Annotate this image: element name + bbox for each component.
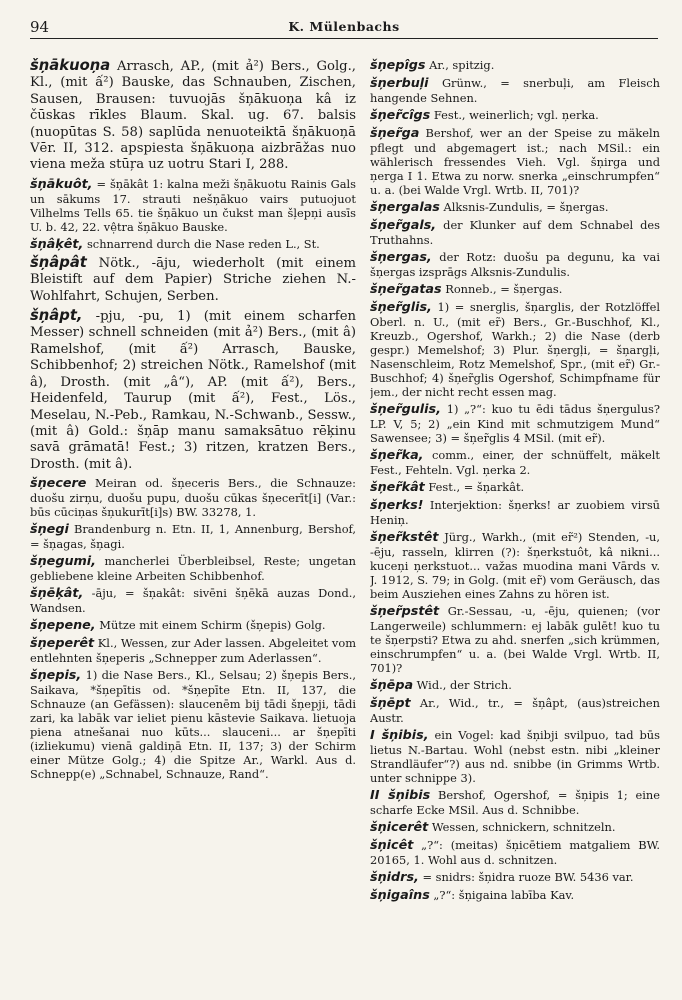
dictionary-entry — [370, 282, 660, 297]
entry-text: Fest., = šņarkât. — [424, 480, 525, 494]
dictionary-entry — [30, 554, 356, 583]
headword: šņidrs, — [370, 870, 419, 885]
entry-text: = snidrs: šņidra ruoze BW. 5436 var. — [418, 870, 634, 884]
dictionary-entry — [370, 402, 660, 445]
headword: šņer̃ka, — [370, 448, 424, 463]
headword: šņer̃ga — [370, 126, 420, 141]
entry-text: „?“: (meitas) šņicētiem matgaliem BW. 20165, 1. Wohl aus d. schnitzen. — [370, 838, 660, 867]
entry-text: Gr.-Sessau, -u, -ēju, quienen; (vor Langerweile) schlummern: ej labāk gulēt! kuo tu te šņerpsti? Etwa zu ahd. snerfen „sich krümmen, einschrumpfen“ u. a. (bei Walde Vrgl. Wrtb. II, 701)? — [370, 604, 660, 675]
headword: šņēpa — [370, 678, 414, 693]
entry-text: Ar., spitzig. — [425, 58, 495, 72]
headword: šņer̃kstêt — [370, 530, 439, 545]
headword: šņēķât, — [30, 586, 84, 602]
entry-text: Mütze mit einem Schirm (šņepis) Golg. — [95, 618, 326, 633]
dictionary-entry — [370, 870, 660, 885]
dictionary-entry — [30, 522, 356, 551]
dictionary-entry — [370, 788, 660, 817]
headword: šņerks! — [370, 498, 424, 513]
headword: II šņibis — [370, 788, 431, 803]
entry-text: Alksnis-Zundulis, = šņergas. — [439, 200, 609, 214]
headword: šņâķêt, — [30, 236, 84, 252]
right-column — [370, 58, 660, 992]
entry-text: Jürg., Warkh., (mit er̃²) Stenden, -u, -ēju, rasseln, klirren (?): šņerkstuôt, kâ nikni... kuceņi ņerkstuot... važas muodina mani Vārds v. J. 1912, S. 79; in Golg. (mit er̃) vom Geräusch, das beim Ausziehen eines Zahns zu hören ist. — [370, 530, 660, 601]
entry-text: Arrasch, AP., (mit ả²) Bers., Golg., Kl., (mit ấ²) Bauske, das Schnauben, Zischen, Sausen, Brausen: tuvuojās šņākuoņa kâ iz čūskas rīkles Blaum. Skal. ug. 67. balsis (nuopūtas S. 58) saplūda nenuoteiktā šņākuoņā Vēr. II, 312. apspiesta šņākuoņa aizbrāžas nuo viena meža stūŗa uz uotru Stari I, 288. — [30, 59, 356, 173]
entry-text: Fest., weinerlich; vgl. ņerka. — [430, 108, 599, 122]
dictionary-entry — [30, 636, 356, 665]
headword: šņepene, — [30, 618, 96, 634]
headword: šņer̃glis, — [370, 300, 432, 315]
dictionary-entry — [30, 177, 356, 234]
headword: šņer̃pstêt — [370, 604, 440, 619]
dictionary-entry — [370, 696, 660, 725]
headword: šņer̃cîgs — [370, 108, 431, 123]
entry-text: mancherlei Überbleibsel, Reste; ungetan gebliebene kleine Arbeiten Schibbenhof. — [30, 554, 356, 584]
headword: šņâpt, — [30, 307, 83, 325]
running-title: K. Mülenbachs — [288, 19, 400, 34]
headword: šņer̃gulis, — [370, 402, 441, 417]
entry-text: = šņākât 1: kalna meži šņākuotu Rainis Gals un sākums 17. strauti nešņākuo vairs putuojuot Vilhelms Tells 65. tie šņākuo un čukst man šļepņi ausīs U. b. 42, 22. vệtra šņākuo Bauske. — [30, 176, 356, 234]
entry-text: comm., einer, der schnüffelt, mäkelt Fest., Fehteln. Vgl. ņerka 2. — [370, 448, 660, 477]
headword: šņicêt — [370, 838, 414, 853]
page-number: 94 — [30, 18, 50, 36]
entry-text: Kl., Wessen, zur Ader lassen. Abgeleitet vom entlehnten šņeperis „Schnepper zum Aderlassen“. — [30, 636, 356, 666]
headword: šņegumi, — [30, 554, 97, 570]
entry-text: schnarrend durch die Nase reden L., St. — [83, 236, 320, 251]
dictionary-entry — [370, 820, 660, 835]
entry-text: Bershof, Ogershof, = šņipis 1; eine scharfe Ecke MSil. Aus d. Schnibbe. — [370, 788, 660, 817]
dictionary-entry — [370, 448, 660, 477]
headword: šņer̃gatas — [370, 282, 442, 297]
dictionary-entry — [370, 126, 660, 197]
dictionary-entry — [370, 604, 660, 675]
dictionary-entry — [30, 586, 356, 615]
entry-text: Bershof, wer an der Speise zu mäkeln pflegt und abgemagert ist.; nach MSil.: ein wählerisch fressendes Vieh. Vgl. šņirga und ņerga I 1. Etwa zu norw. snerka „einschrumpfen“ u. a. (bei Walde Vrgl. Wrtb. II, 701)? — [370, 126, 660, 197]
dictionary-entry — [370, 250, 660, 279]
headword: šņergas, — [370, 250, 432, 265]
dictionary-entry — [370, 108, 660, 123]
entry-text: -āju, = šņakât: sivēni šņēkā auzas Dond., Wandsen. — [30, 586, 356, 616]
headword: šņepis, — [30, 668, 82, 684]
dictionary-entry — [370, 530, 660, 601]
page-header — [30, 14, 658, 39]
headword: šņigaîns — [370, 888, 430, 903]
dictionary-entry — [370, 728, 660, 785]
entry-text: -pju, -pu, 1) (mit einem scharfen Messer) schnell schneiden (mit ả²) Bers., (mit â) Ramelshof, (mit ấ²) Arrasch, Bauske, Schibbenhof; 2) streichen Nötk., Ramelshof (mit â), Drosth. (mit „â“), AP. (mit ấ²), Bers., Heidenfeld, Taurup (mit ấ²), Fest., Lös., Meselau, N.-Peb., Ramkau, N.-Schwanb., Sessw., (mit â) Gold.: šņāp manu samaksātuo rēķinu savā grāmatā! Fest.; 3) ritzen, kratzen Bers., Drosth. (mit â). — [30, 309, 356, 472]
dictionary-entry — [30, 237, 356, 252]
dictionary-entry — [370, 218, 660, 247]
dictionary-entry — [370, 498, 660, 527]
entry-text: Meiran od. šņeceris Bers., die Schnauze: duošu zirņu, duošu pupu, duošu cūkas šņecerīt[i] (Var.: būs cūciņas šņukurīt[i]s) BW. 33278, 1. — [30, 476, 356, 520]
headword: šņerbuļi — [370, 76, 429, 91]
entry-text: Interjektion: šņerks! ar zuobiem virsū Heniņ. — [370, 498, 660, 527]
dictionary-entry — [370, 480, 660, 495]
dictionary-entry — [370, 58, 660, 73]
headword: I šņibis, — [370, 728, 429, 743]
dictionary-entry — [370, 838, 660, 867]
entry-text: Wid., der Strich. — [413, 678, 512, 692]
dictionary-entry — [30, 618, 356, 633]
dictionary-entry — [370, 200, 660, 215]
entry-text: der Klunker auf dem Schnabel des Truthahns. — [370, 218, 660, 247]
entry-text: Grünw., = snerbuļi, am Fleisch hangende Sehnen. — [370, 76, 660, 105]
entry-text: Ronneb., = šņergas. — [441, 282, 563, 296]
dictionary-entry — [370, 76, 660, 105]
dictionary-entry — [370, 678, 660, 693]
dictionary-entry — [30, 255, 356, 305]
dictionary-entry — [370, 300, 660, 399]
headword: šņēpt — [370, 696, 411, 711]
headword: šņegi — [30, 522, 69, 538]
dictionary-entry — [30, 476, 356, 519]
headword: šņepîgs — [370, 58, 426, 73]
entry-text: 1) = snerglis, šņarglis, der Rotzlöffel Oberl. n. U., (mit er̃) Bers., Gr.-Buschhof, Kl., Kreuzb., Ogershof, Warkh.; 2) die Nase (derb gespr.) Memelshof; 3) Plur. šņergļi, = šņargļi, Nasenschleim, Rotz Memelshof, Spr., (mit er̃) Gr.-Buschhof; 4) šņer̃glis Ogershof, Schimpfname für jem., der nicht recht essen mag. — [370, 300, 660, 399]
dictionary-entry — [30, 58, 356, 174]
dictionary-entry — [30, 668, 356, 781]
dictionary-entry — [370, 888, 660, 903]
entry-text: Wessen, schnickern, schnitzeln. — [428, 820, 616, 834]
entry-text: der Rotz: duošu pa degunu, ka vai šņergas izsprāgs Alksnis-Zundulis. — [370, 250, 660, 279]
headword: šņergalas — [370, 200, 440, 215]
entry-text: 1) „?“: kuo tu ēdi tādus šņergulus? LP. V, 5; 2) „ein Kind mit schmutzigem Mund“ Sawensee; 3) = šņer̃glis 4 MSil. (mit er̃). — [370, 402, 660, 445]
headword: šņeperêt — [30, 636, 95, 652]
dictionary-entry — [30, 308, 356, 473]
headword: šņicerêt — [370, 820, 429, 835]
headword: šņer̃gals, — [370, 218, 437, 233]
headword: šņecere — [30, 476, 87, 492]
headword: šņākuôt, — [30, 176, 93, 192]
entry-text: „?“: šņigaina labība Kav. — [429, 888, 575, 902]
entry-text: ein Vogel: kad šņibji svilpuo, tad būs lietus N.-Bartau. Wohl (nebst estn. nibi „kleiner Strandläufer“?) aus nd. snibbe (in Grimms Wrtb. unter schnippe 3). — [370, 728, 660, 785]
entry-text: 1) die Nase Bers., Kl., Selsau; 2) šņepis Bers., Saikava, *šņepītis od. *šņepīte Etn. II, 137, die Schnauze (an Gefässen): slaucenēm bij tādi šņepji, tādi zari, ka labāk var ieliet pienu kāstevie Saikava. lietuoja piena atnešanai nuo kūts... slauceni... ar šņepīti (izliekumu) vienā galdiņā Etn. II, 137; 3) der Schirm einer Mütze Golg.; 4) die Spitze Ar., Warkl. Aus d. Schnepp(e) „Schnabel, Schnauze, Rand“. — [30, 668, 356, 782]
entry-text: Ar., Wid., tr., = šņâpt, (aus)streichen Austr. — [370, 696, 660, 725]
headword: šņākuoņa — [30, 58, 111, 74]
entry-text: Nötk., -āju, wiederholt (mit einem Bleistift auf dem Papier) Striche ziehen N.-Wohlfahrt, Schujen, Serben. — [30, 255, 356, 304]
left-column — [30, 58, 356, 992]
headword: šņâpât — [30, 253, 87, 271]
entry-text: Brandenburg n. Etn. II, 1, Annenburg, Bershof, = šņagas, šņagi. — [30, 522, 356, 552]
headword: šņer̃kât — [370, 480, 425, 495]
